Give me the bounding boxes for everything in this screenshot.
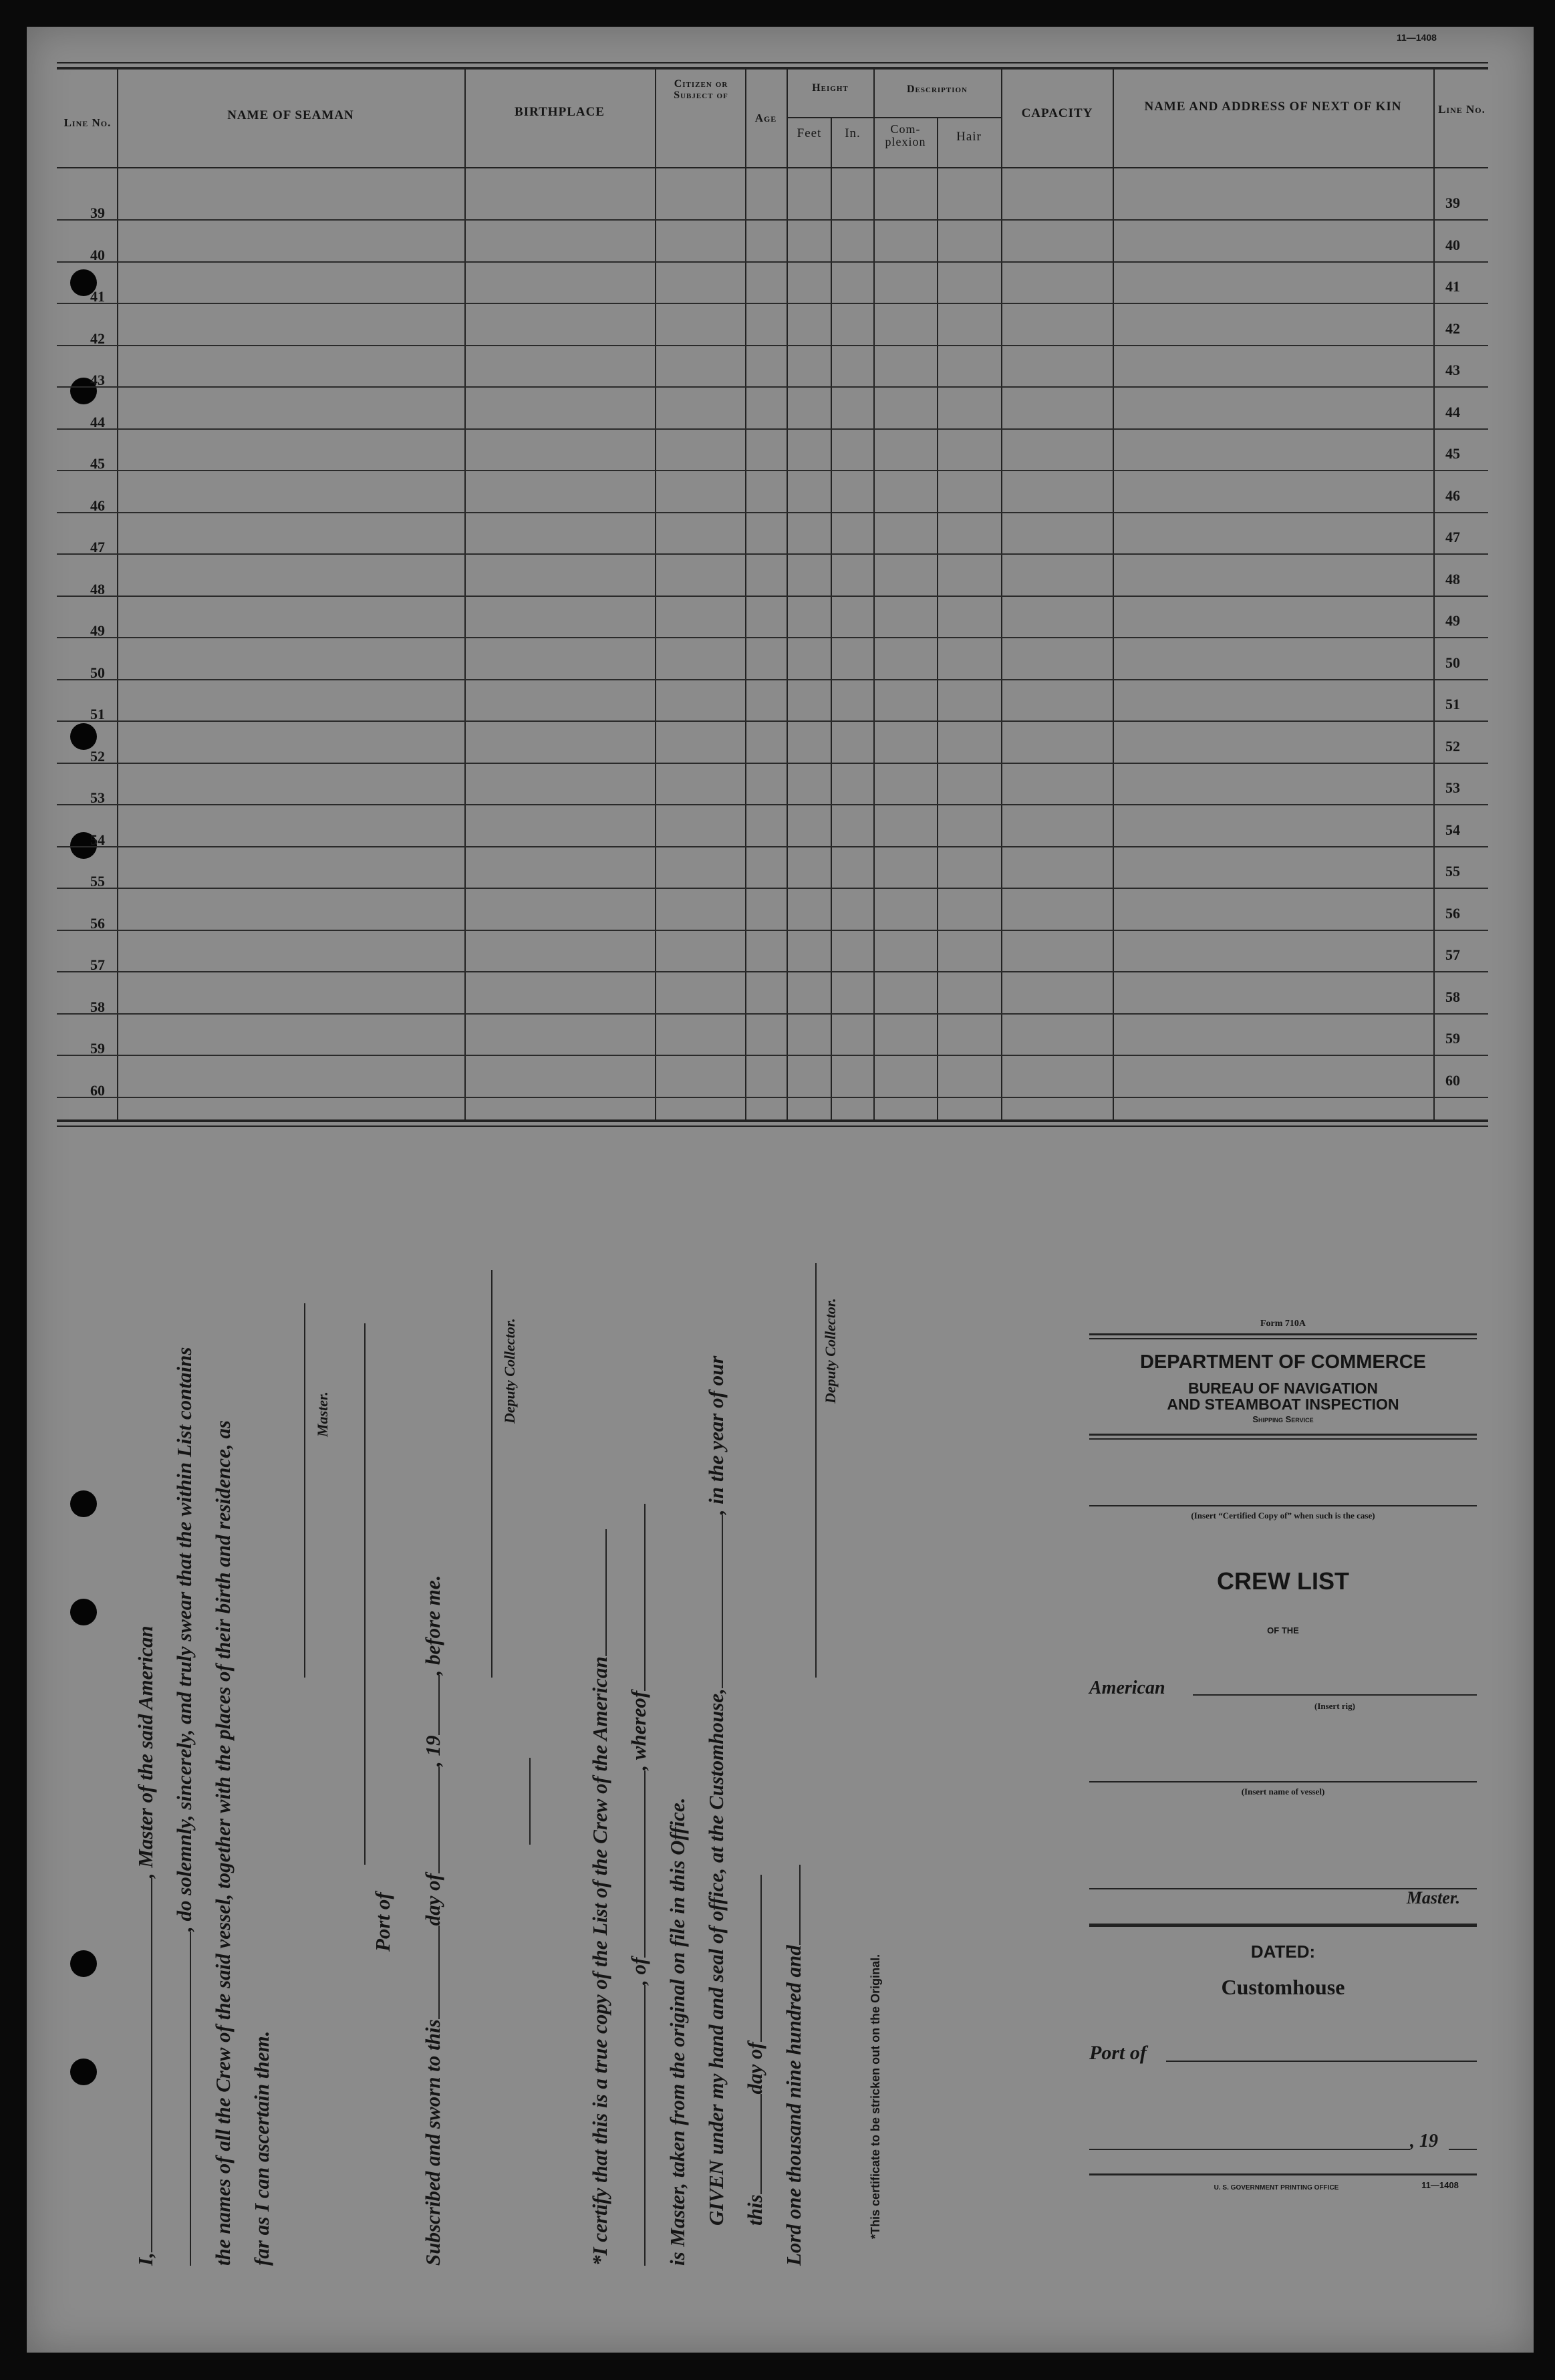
- deputy-collector-line-1[interactable]: [491, 1270, 492, 1678]
- column-divider: [1433, 67, 1435, 1121]
- line-number-right: 56: [1445, 904, 1460, 922]
- year-label-cover: , 19: [1410, 2131, 1438, 2151]
- insert-vessel-caption: (Insert name of vessel): [1241, 1787, 1325, 1797]
- line-number-right: 51: [1445, 696, 1460, 712]
- table-row-line: [57, 345, 1488, 346]
- table-row-line: [57, 888, 1488, 889]
- line-number-left: 46: [90, 497, 105, 514]
- oath-line-1: [134, 1625, 158, 2266]
- line-number-right: 48: [1445, 570, 1460, 587]
- cover-bureau-2: AND STEAMBOAT INSPECTION: [1167, 1396, 1399, 1413]
- line-number-right: 52: [1445, 737, 1460, 755]
- header-next-of-kin: NAME AND ADDRESS OF NEXT OF KIN: [1144, 100, 1402, 114]
- cover-rule-3: [1089, 1924, 1477, 1927]
- this-month-blank[interactable]: [746, 1875, 762, 2042]
- port-of-label: Port of: [371, 1892, 394, 1952]
- year-line-cover[interactable]: [1449, 2149, 1477, 2150]
- table-bottom-rule: [57, 1119, 1488, 1122]
- oath-line-3: the names of all the Crew of the said vessel, together with the places of their birth and residence, as: [211, 1420, 235, 2266]
- line-number-left: 56: [90, 914, 105, 932]
- cover-service: Shipping Service: [1252, 1414, 1314, 1424]
- lord-line: Lord one thousand nine hundred and: [782, 1865, 806, 2266]
- line-number-left: 57: [90, 956, 105, 973]
- this-day-blank[interactable]: [746, 2094, 762, 2194]
- insert-certified-caption: (Insert “Certified Copy of” when such is the case): [1191, 1510, 1375, 1520]
- vessel-blank[interactable]: [629, 1985, 646, 2266]
- line-number-left: 52: [90, 747, 105, 765]
- rig-line[interactable]: [1193, 1694, 1477, 1696]
- line-number-right: 43: [1445, 362, 1460, 378]
- header-capacity: CAPACITY: [1021, 106, 1093, 120]
- line-number-right: 41: [1445, 278, 1460, 295]
- header-in: In.: [845, 126, 861, 140]
- certify-line-3: is Master, taken from the original on file in this Office.: [666, 1797, 689, 2266]
- year-blank[interactable]: [424, 1675, 440, 1735]
- table-row-line: [57, 637, 1488, 638]
- column-divider: [873, 67, 875, 1121]
- line-number-left: 44: [90, 413, 105, 430]
- of-the-caption: OF THE: [1267, 1625, 1299, 1635]
- table-row-line: [57, 1013, 1488, 1015]
- table-row-line: [57, 1055, 1488, 1056]
- cover-bottom-rule: [1089, 2173, 1477, 2175]
- line-number-right: 55: [1445, 863, 1460, 880]
- cover-bureau-1: BUREAU OF NAVIGATION: [1187, 1379, 1379, 1397]
- table-row-line: [57, 553, 1488, 555]
- header-line-no-right: Line No.: [1438, 103, 1486, 116]
- cover-top-rule: [1089, 1333, 1477, 1335]
- cover-top-rule-2: [1089, 1338, 1477, 1339]
- cover-rule: [1089, 1434, 1477, 1436]
- port-of-label-cover: Port of: [1089, 2042, 1147, 2064]
- header-birthplace: BIRTHPLACE: [515, 105, 605, 119]
- certificate-block: [134, 1223, 1069, 2266]
- punch-hole: [70, 1950, 97, 1977]
- header-name-of-seaman: NAME OF SEAMAN: [227, 108, 354, 122]
- line-number-right: 54: [1445, 821, 1460, 838]
- insert-rig-caption: (Insert rig): [1314, 1701, 1355, 1711]
- month-blank[interactable]: [424, 1766, 440, 1873]
- lord-year-blank[interactable]: [785, 1865, 801, 1945]
- header-height: Height: [812, 82, 849, 94]
- line-number-right: 42: [1445, 319, 1460, 337]
- line-number-right: 46: [1445, 487, 1460, 504]
- table-row-line: [57, 470, 1488, 471]
- line-number-left: 59: [90, 1040, 105, 1057]
- punch-hole: [70, 1490, 97, 1517]
- master-signature-line[interactable]: [304, 1303, 305, 1678]
- header-description: Description: [906, 84, 968, 95]
- line-number-left: 58: [90, 998, 105, 1015]
- oath-swear: , do solemnly, sincerely, and truly swear that the within List contains: [172, 1347, 196, 1932]
- port-of-line-cover[interactable]: [1166, 2061, 1477, 2062]
- table-row-line: [57, 219, 1488, 221]
- table-row-line: [57, 512, 1488, 513]
- port-of-line[interactable]: [364, 1323, 366, 1865]
- oath-line-4: far as I can ascertain them.: [250, 2030, 273, 2266]
- certify-line-2: , of, whereof: [627, 1504, 651, 2266]
- printer-credit: U. S. GOVERNMENT PRINTING OFFICE: [1214, 2184, 1339, 2192]
- oath-line-2: [172, 1347, 196, 2266]
- line-number-left: 41: [90, 288, 105, 305]
- table-bottom-rule: [57, 1126, 1488, 1127]
- table-row-line: [57, 596, 1488, 597]
- column-divider: [117, 67, 118, 1121]
- deputy-collector-caption-1: Deputy Collector.: [501, 1318, 518, 1424]
- header-rule: [57, 167, 1488, 168]
- table-row-line: [57, 1097, 1488, 1098]
- line-number-right: 60: [1445, 1071, 1460, 1089]
- footnote: *This certificate to be stricken out on the Original.: [869, 1954, 882, 2239]
- line-number-right: 44: [1445, 403, 1460, 420]
- table-top-rule: [57, 62, 1488, 63]
- column-divider: [745, 67, 746, 1121]
- table-row-line: [57, 679, 1488, 680]
- line-number-left: 49: [90, 622, 105, 639]
- column-divider: [464, 67, 466, 1121]
- line-number-left: 47: [90, 539, 105, 555]
- cover-form-number: Form 710A: [1260, 1319, 1306, 1329]
- form-code-top: 11—1408: [1397, 32, 1437, 43]
- table-row-line: [57, 428, 1488, 430]
- table-row-line: [57, 386, 1488, 388]
- header-hair: Hair: [956, 130, 982, 144]
- crew-list-title: CREW LIST: [1217, 1567, 1349, 1595]
- line-number-left: 51: [90, 706, 105, 722]
- table-row-line: [57, 261, 1488, 263]
- line-number-left: 60: [90, 1081, 105, 1099]
- cover-department: DEPARTMENT OF COMMERCE: [1139, 1351, 1426, 1373]
- whereof-blank[interactable]: [629, 1504, 646, 1691]
- header-age: Age: [754, 112, 777, 124]
- certify-line-1: *I certify that this is a true copy of the List of the Crew of the American: [588, 1529, 612, 2266]
- line-number-left: 45: [90, 455, 105, 472]
- line-number-left: 42: [90, 329, 105, 347]
- column-divider: [655, 67, 656, 1121]
- line-number-left: 43: [90, 372, 105, 388]
- given-line: GIVEN under my hand and seal of office, at the Customhouse,, in the year of our: [704, 1355, 728, 2226]
- table-row-line: [57, 804, 1488, 805]
- header-subrule: [787, 117, 1001, 118]
- line-number-left: 55: [90, 873, 105, 890]
- subscribed-line: Subscribed and sworn to thisday of, 19, before me.: [421, 1575, 444, 2266]
- line-number-right: 45: [1445, 445, 1460, 462]
- dated-label: DATED:: [1250, 1942, 1316, 1962]
- header-feet: Feet: [797, 126, 822, 140]
- table-row-line: [57, 303, 1488, 304]
- vessel-name-blank[interactable]: [175, 1932, 191, 2266]
- master-caption: Master.: [314, 1392, 331, 1437]
- line-number-right: 58: [1445, 988, 1460, 1005]
- line-number-right: 39: [1445, 194, 1460, 211]
- port-blank[interactable]: [629, 1770, 646, 1958]
- line-number-right: 49: [1445, 612, 1460, 629]
- line-number-right: 40: [1445, 236, 1460, 253]
- punch-hole: [70, 2059, 97, 2085]
- day-blank[interactable]: [424, 1926, 440, 2019]
- column-divider: [1001, 67, 1002, 1121]
- line-number-left: 50: [90, 664, 105, 681]
- deputy-collector-caption-2: Deputy Collector.: [822, 1298, 839, 1404]
- header-complexion: Com-plexion: [885, 122, 926, 148]
- seal-line: [529, 1758, 531, 1845]
- customhouse-label: Customhouse: [1221, 1975, 1345, 1999]
- table-row-line: [57, 971, 1488, 972]
- cover-rule-2: [1089, 1438, 1477, 1440]
- vessel-name-line[interactable]: [1089, 1781, 1477, 1782]
- line-number-right: 53: [1445, 779, 1460, 796]
- oath-i: I,: [134, 2252, 157, 2266]
- punch-hole: [70, 723, 97, 750]
- line-number-left: 39: [90, 205, 105, 221]
- line-number-right: 47: [1445, 529, 1460, 545]
- line-number-left: 40: [90, 246, 105, 263]
- table-row-line: [57, 930, 1488, 931]
- table-top-rule: [57, 67, 1488, 70]
- certified-copy-line[interactable]: [1089, 1505, 1477, 1506]
- this-day-line: thisday of: [743, 1875, 767, 2226]
- header-citizen: Citizen or Subject of: [674, 78, 728, 101]
- oath-master-of: , Master of the said American: [134, 1625, 157, 1879]
- column-divider: [787, 67, 788, 1121]
- rig-blank[interactable]: [591, 1529, 607, 1656]
- header-line-no: Line No.: [63, 116, 112, 129]
- deputy-collector-line-2[interactable]: [815, 1263, 817, 1678]
- cover-master-caption: Master.: [1406, 1888, 1460, 1907]
- american-label: American: [1089, 1678, 1165, 1698]
- line-number-right: 50: [1445, 654, 1460, 671]
- line-number-right: 57: [1445, 946, 1460, 963]
- master-name-blank[interactable]: [136, 1878, 152, 2252]
- line-number-left: 54: [90, 831, 105, 848]
- table-row-line: [57, 763, 1488, 764]
- line-number-left: 53: [90, 789, 105, 806]
- table-row-line: [57, 846, 1488, 847]
- line-number-right: 59: [1445, 1030, 1460, 1047]
- table-row-line: [57, 720, 1488, 722]
- line-number-left: 48: [90, 580, 105, 598]
- date-line-cover[interactable]: [1089, 2149, 1410, 2150]
- cover-form-code: 11—1408: [1421, 2180, 1459, 2190]
- column-divider: [1113, 67, 1114, 1121]
- punch-hole: [70, 1599, 97, 1625]
- customhouse-blank[interactable]: [707, 1514, 723, 1688]
